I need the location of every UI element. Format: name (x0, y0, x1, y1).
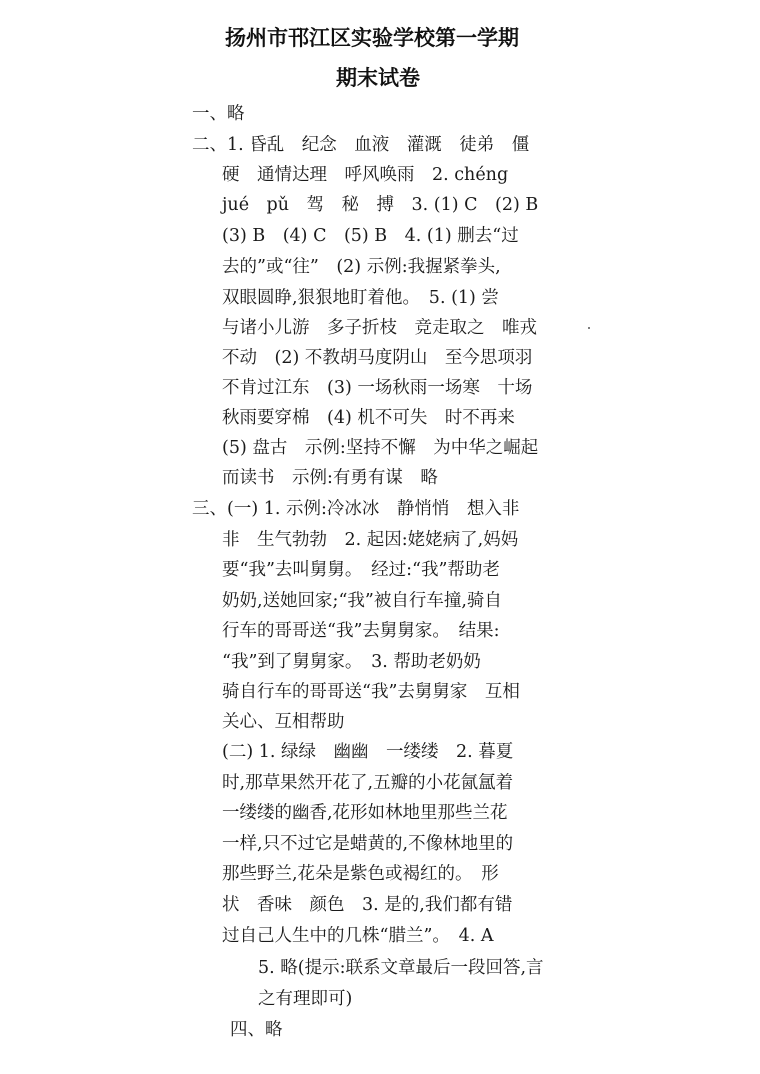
section-3-line: 三、(一) 1. 示例:冷冰冰 静悄悄 想入非 (192, 499, 520, 519)
answer-line: 硬 通情达理 呼风唤雨 2. chéng (222, 165, 509, 185)
answer-line: 5. 略(提示:联系文章最后一段回答,言 (258, 958, 544, 978)
document-title: 扬州市邗江区实验学校第一学期 (225, 26, 519, 50)
answer-line: 行车的哥哥送“我”去舅舅家。 结果: (222, 621, 500, 641)
answer-line: 关心、互相帮助 (222, 712, 345, 732)
answer-line: 秋雨要穿棉 (4) 机不可失 时不再来 (222, 408, 515, 428)
scan-speck (588, 327, 590, 329)
answer-line: 一缕缕的幽香,花形如林地里那些兰花 (222, 803, 508, 823)
answer-line: 非 生气勃勃 2. 起因:姥姥病了,妈妈 (222, 530, 519, 550)
answer-line: 不肯过江东 (3) 一场秋雨一场寒 十场 (222, 378, 533, 398)
answer-line: 状 香味 颜色 3. 是的,我们都有错 (222, 895, 513, 915)
answer-line: 过自己人生中的几株“腊兰”。 4. A (222, 926, 494, 946)
answer-line: (5) 盘古 示例:坚持不懈 为中华之崛起 (222, 438, 539, 458)
answer-line: “我”到了舅舅家。 3. 帮助老奶奶 (222, 652, 481, 672)
section-2-line: 二、1. 昏乱 纪念 血液 灌溉 徒弟 僵 (192, 135, 530, 155)
answer-line: 之有理即可) (258, 989, 353, 1009)
answer-line: 时,那草果然开花了,五瓣的小花氤氲着 (222, 773, 514, 793)
answer-line: 那些野兰,花朵是紫色或褐红的。 形 (222, 864, 499, 884)
answer-line: 要“我”去叫舅舅。 经过:“我”帮助老 (222, 560, 500, 580)
answer-line: 去的”或“往” (2) 示例:我握紧拳头, (222, 257, 501, 277)
section-4-line: 四、略 (230, 1020, 283, 1040)
answer-line: 骑自行车的哥哥送“我”去舅舅家 互相 (222, 682, 520, 702)
answer-line: 与诸小儿游 多子折枝 竞走取之 唯戎 (222, 318, 537, 338)
section-1-line: 一、略 (192, 104, 245, 124)
answer-line: (二) 1. 绿绿 幽幽 一缕缕 2. 暮夏 (222, 742, 514, 762)
answer-line: (3) B (4) C (5) B 4. (1) 删去“过 (222, 226, 519, 246)
document-subtitle: 期末试卷 (336, 66, 420, 90)
answer-line: 双眼圆睁,狠狠地盯着他。 5. (1) 尝 (222, 288, 499, 308)
answer-line: 不动 (2) 不教胡马度阴山 至今思项羽 (222, 348, 533, 368)
answer-line: 一样,只不过它是蜡黄的,不像林地里的 (222, 834, 514, 854)
answer-line: 奶奶,送她回家;“我”被自行车撞,骑自 (222, 591, 502, 611)
answer-line: 而读书 示例:有勇有谋 略 (222, 468, 438, 488)
answer-line: jué pǔ 驾 秘 搏 3. (1) C (2) B (222, 195, 539, 215)
